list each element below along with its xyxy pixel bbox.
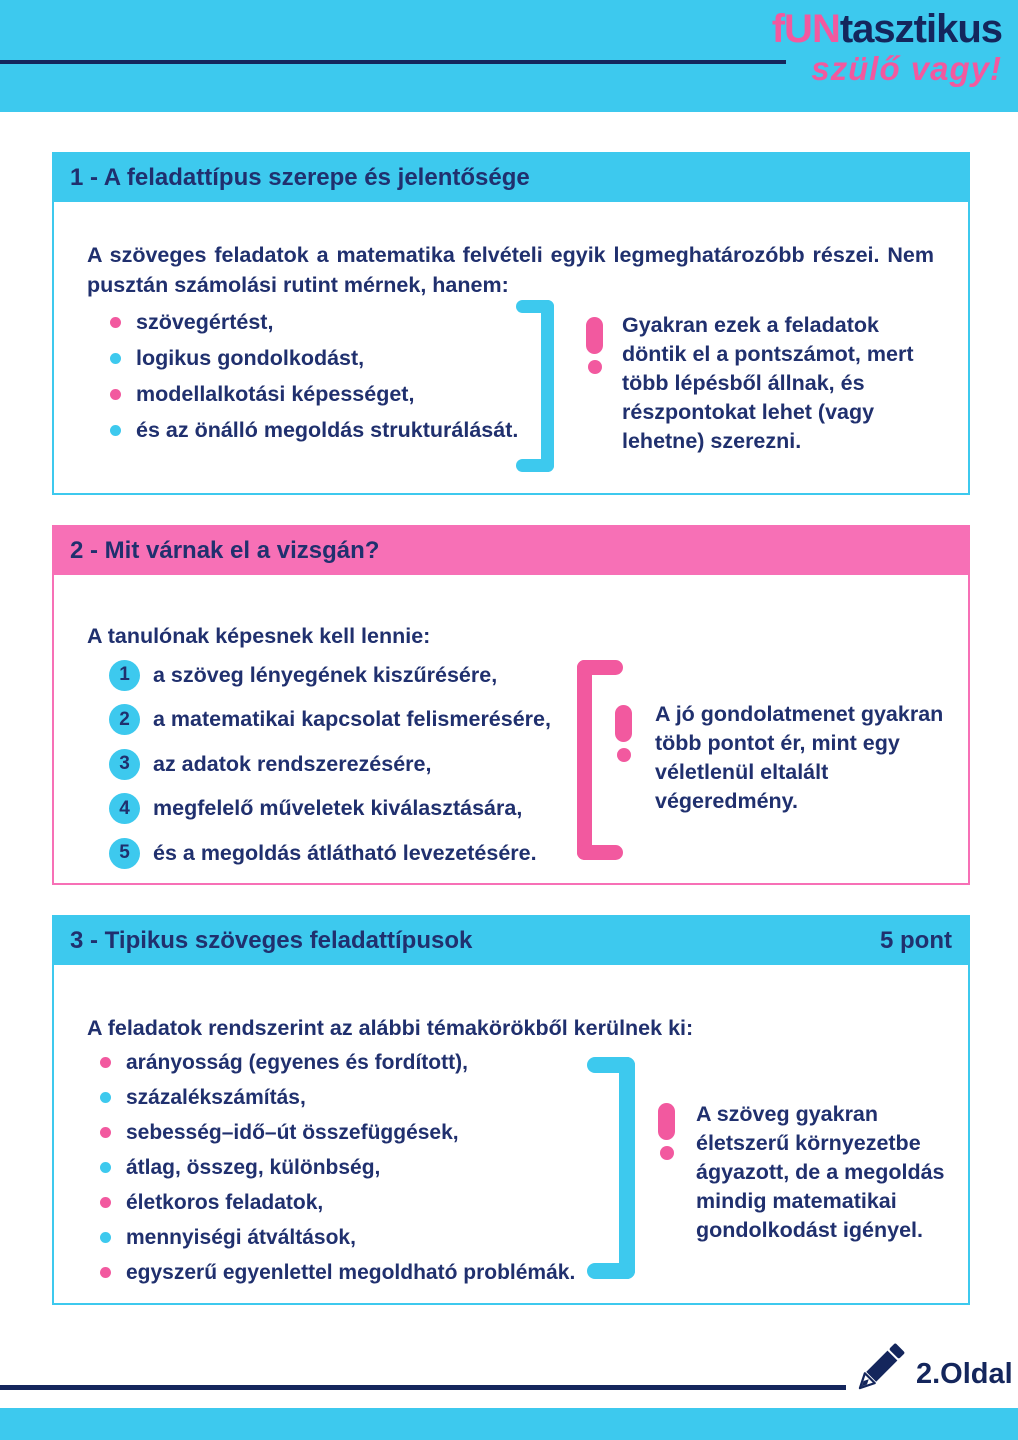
section-2-step-list: [109, 653, 551, 876]
page-number-label: 2.Oldal: [916, 1358, 1013, 1390]
bracket-arm: [577, 660, 623, 675]
bullet-label: modellalkotási képességet,: [136, 381, 415, 406]
bullet-item: [100, 1255, 575, 1290]
section-3-lead: A feladatok rendszerint az alábbi témakörökből kerülnek ki:: [87, 1015, 694, 1040]
section-1-header: [54, 154, 968, 202]
bullet-dot-icon: [100, 1232, 111, 1243]
bullet-label: szövegértést,: [136, 309, 274, 334]
exclamation-icon: [658, 1103, 676, 1160]
bullet-item: [110, 376, 518, 412]
bullet-dot-icon: [110, 353, 121, 364]
step-number-badge: 2: [109, 704, 140, 735]
closing-bracket-icon: [587, 1057, 635, 1279]
footer-rule: [0, 1385, 846, 1390]
bracket-arm: [587, 1057, 635, 1073]
section-3-header: [54, 917, 968, 965]
exclamation-dot: [660, 1146, 674, 1160]
exclamation-dot: [588, 360, 602, 374]
bullet-item: [110, 340, 518, 376]
bracket-bar: [541, 300, 554, 472]
section-2-box: [52, 525, 970, 885]
bullet-dot-icon: [100, 1092, 111, 1103]
bullet-item: [100, 1045, 575, 1080]
step-item: [109, 742, 551, 787]
brand-name-fun: fUN: [771, 7, 840, 51]
bullet-label: arányosság (egyenes és fordított),: [126, 1050, 468, 1074]
bullet-dot-icon: [100, 1057, 111, 1068]
exclamation-bar: [586, 317, 603, 354]
bracket-arm: [516, 459, 554, 472]
brand-name-rest: tasztikus: [839, 7, 1002, 51]
bullet-item: [100, 1220, 575, 1255]
step-item: [109, 698, 551, 743]
step-number-badge: 3: [109, 749, 140, 780]
bullet-item: [110, 412, 518, 448]
exclamation-icon: [615, 705, 633, 762]
bullet-label: mennyiségi átváltások,: [126, 1225, 356, 1249]
section-2-title: 2 - Mit várnak el a vizsgán?: [70, 537, 380, 564]
section-1-callout: Gyakran ezek a feladatok döntik el a pontszámot, mert több lépésből állnak, és részpontokat lehet (vagy lehetne) szerezni.: [622, 313, 914, 453]
bracket-bar: [577, 660, 592, 860]
bullet-label: logikus gondolkodást,: [136, 345, 365, 370]
bullet-dot-icon: [100, 1267, 111, 1278]
section-2-callout: A jó gondolatmenet gyakran több pontot ér, mint egy véletlenül eltalált végeredmény.: [655, 702, 944, 813]
section-3-callout: A szöveg gyakran életszerű környezetbe ágyazott, de a megoldás mindig matematikai gondolkodást igényel.: [696, 1102, 945, 1242]
bullet-dot-icon: [110, 317, 121, 328]
bullet-item: [110, 304, 518, 340]
bullet-item: [100, 1150, 575, 1185]
bullet-label: életkoros feladatok,: [126, 1190, 324, 1214]
section-3-box: [52, 915, 970, 1305]
step-label: a matematikai kapcsolat felismerésére,: [153, 707, 551, 732]
bullet-item: [100, 1080, 575, 1115]
points-badge: 5 pont: [880, 927, 952, 954]
brand-logo: [772, 8, 1002, 87]
bullet-label: százalékszámítás,: [126, 1085, 306, 1109]
bullet-dot-icon: [100, 1162, 111, 1173]
bullet-item: [100, 1185, 575, 1220]
bracket-arm: [587, 1263, 635, 1279]
step-label: és a megoldás átlátható levezetésére.: [153, 840, 537, 865]
step-number-badge: 1: [109, 660, 140, 691]
header-band: [0, 0, 1018, 112]
exclamation-bar: [615, 705, 632, 742]
step-label: az adatok rendszerezésére,: [153, 751, 432, 776]
section-2-header: [54, 527, 968, 575]
bracket-arm: [577, 845, 623, 860]
header-rule: [0, 60, 786, 64]
step-label: a szöveg lényegének kiszűrésére,: [153, 662, 498, 687]
bullet-dot-icon: [110, 425, 121, 436]
closing-bracket-icon: [516, 300, 554, 472]
bullet-dot-icon: [100, 1127, 111, 1138]
bullet-label: és az önálló megoldás strukturálását.: [136, 417, 519, 442]
section-3-bullet-list: [100, 1045, 575, 1290]
brand-tagline: szülő vagy!: [811, 50, 1002, 88]
bullet-dot-icon: [100, 1197, 111, 1208]
exclamation-dot: [617, 748, 631, 762]
brand-name: [772, 8, 1002, 51]
pencil-icon: [848, 1334, 910, 1404]
step-label: megfelelő műveletek kiválasztására,: [153, 796, 523, 821]
step-number-badge: 4: [109, 793, 140, 824]
bullet-label: egyszerű egyenlettel megoldható problémák.: [126, 1260, 576, 1284]
step-item: [109, 831, 551, 876]
bullet-dot-icon: [110, 389, 121, 400]
bracket-arm: [516, 300, 554, 313]
footer-band: [0, 1408, 1018, 1440]
bracket-bar: [619, 1057, 635, 1279]
step-item: [109, 653, 551, 698]
step-item: [109, 787, 551, 832]
section-2-lead: A tanulónak képesnek kell lennie:: [87, 623, 431, 648]
exclamation-icon: [586, 317, 604, 374]
bullet-item: [100, 1115, 575, 1150]
section-3-title: 3 - Tipikus szöveges feladattípusok: [70, 927, 473, 954]
section-1-bullet-list: [110, 304, 518, 448]
bullet-label: átlag, összeg, különbség,: [126, 1155, 381, 1179]
section-1-box: [52, 152, 970, 495]
section-1-intro: A szöveges feladatok a matematika felvételi egyik legmeghatározóbb részei. Nem pusztán számolási rutint mérnek, hanem:: [87, 242, 934, 298]
exclamation-bar: [658, 1103, 675, 1140]
section-1-title: 1 - A feladattípus szerepe és jelentősége: [70, 164, 530, 191]
step-number-badge: 5: [109, 838, 140, 869]
bullet-label: sebesség–idő–út összefüggések,: [126, 1120, 459, 1144]
